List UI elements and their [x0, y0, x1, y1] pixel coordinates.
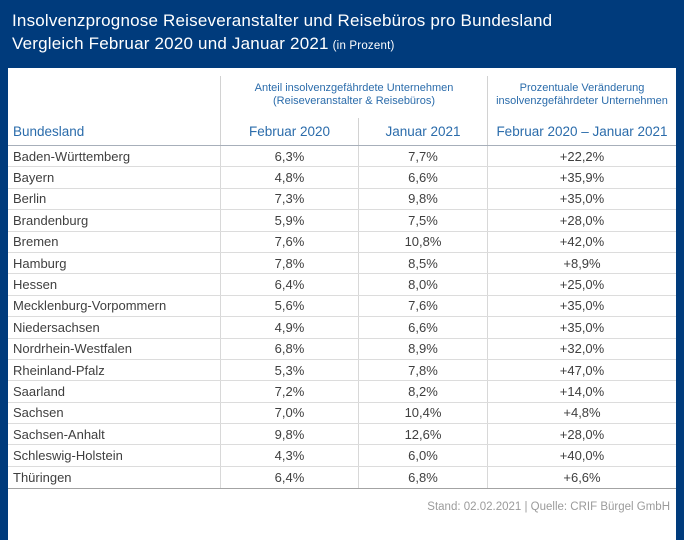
value-feb-2020: 5,6%	[220, 296, 358, 316]
value-jan-2021: 8,5%	[358, 253, 487, 273]
column-header-change: Februar 2020 – Januar 2021	[487, 118, 676, 145]
title-banner	[0, 0, 684, 68]
value-change: +42,0%	[487, 232, 676, 252]
value-feb-2020: 5,3%	[220, 360, 358, 380]
table-row	[8, 467, 676, 488]
value-change: +8,9%	[487, 253, 676, 273]
value-change: +28,0%	[487, 424, 676, 444]
bundesland-name: Saarland	[13, 383, 66, 399]
value-feb-2020: 7,0%	[220, 403, 358, 423]
value-feb-2020: 7,3%	[220, 189, 358, 209]
value-jan-2021: 7,7%	[358, 146, 487, 166]
value-feb-2020: 4,9%	[220, 317, 358, 337]
value-jan-2021: 6,8%	[358, 467, 487, 488]
value-feb-2020: 4,8%	[220, 167, 358, 187]
bundesland-name: Brandenburg	[13, 212, 89, 228]
value-change: +35,0%	[487, 189, 676, 209]
column-header-februar-2020: Februar 2020	[220, 118, 358, 145]
value-feb-2020: 7,8%	[220, 253, 358, 273]
group-change-line2: insolvenzgefährdeter Unternehmen	[496, 95, 668, 107]
table-row	[8, 232, 676, 253]
group-change-line1: Prozentuale Veränderung	[519, 81, 645, 94]
table-row	[8, 296, 676, 317]
column-header-januar-2021: Januar 2021	[358, 118, 487, 145]
column-header-bundesland: Bundesland	[13, 124, 85, 139]
value-jan-2021: 8,0%	[358, 274, 487, 294]
table-row	[8, 381, 676, 402]
title-line-2	[12, 32, 670, 58]
value-change: +35,0%	[487, 296, 676, 316]
table-row	[8, 360, 676, 381]
bundesland-name: Rheinland-Pfalz	[13, 362, 105, 378]
table-row	[8, 210, 676, 231]
value-feb-2020: 6,4%	[220, 467, 358, 488]
value-jan-2021: 12,6%	[358, 424, 487, 444]
value-jan-2021: 8,9%	[358, 339, 487, 359]
value-change: +6,6%	[487, 467, 676, 488]
bundesland-name: Sachsen-Anhalt	[13, 426, 105, 442]
title-line-1: Insolvenzprognose Reiseveranstalter und Reisebüros pro Bundesland	[12, 11, 553, 30]
value-feb-2020: 4,3%	[220, 445, 358, 465]
value-jan-2021: 7,5%	[358, 210, 487, 230]
value-change: +28,0%	[487, 210, 676, 230]
value-change: +35,9%	[487, 167, 676, 187]
table-row	[8, 274, 676, 295]
value-jan-2021: 8,2%	[358, 381, 487, 401]
bundesland-name: Hamburg	[13, 255, 67, 271]
bundesland-name: Baden-Württemberg	[13, 148, 131, 164]
value-change: +40,0%	[487, 445, 676, 465]
value-jan-2021: 7,6%	[358, 296, 487, 316]
value-change: +14,0%	[487, 381, 676, 401]
value-change: +25,0%	[487, 274, 676, 294]
value-jan-2021: 6,6%	[358, 317, 487, 337]
value-jan-2021: 10,4%	[358, 403, 487, 423]
bundesland-name: Berlin	[13, 191, 47, 207]
table-row	[8, 424, 676, 445]
value-change: +47,0%	[487, 360, 676, 380]
bundesland-name: Nordrhein-Westfalen	[13, 341, 132, 357]
table-row	[8, 317, 676, 338]
title-line-2-text: Vergleich Februar 2020 und Januar 2021	[12, 34, 329, 53]
value-feb-2020: 6,4%	[220, 274, 358, 294]
value-feb-2020: 6,3%	[220, 146, 358, 166]
table-row	[8, 189, 676, 210]
table-row	[8, 253, 676, 274]
bundesland-name: Bremen	[13, 234, 59, 250]
source-note: Stand: 02.02.2021 | Quelle: CRIF Bürgel GmbH	[427, 501, 670, 514]
table-row	[8, 445, 676, 466]
unit-note: (in Prozent)	[332, 40, 395, 52]
table-body	[8, 146, 676, 489]
value-change: +32,0%	[487, 339, 676, 359]
table-row	[8, 146, 676, 167]
bundesland-name: Mecklenburg-Vorpommern	[13, 298, 167, 314]
value-feb-2020: 7,6%	[220, 232, 358, 252]
value-feb-2020: 7,2%	[220, 381, 358, 401]
value-jan-2021: 9,8%	[358, 189, 487, 209]
table-header	[8, 68, 676, 146]
value-change: +4,8%	[487, 403, 676, 423]
value-feb-2020: 9,8%	[220, 424, 358, 444]
value-jan-2021: 6,6%	[358, 167, 487, 187]
bundesland-name: Hessen	[13, 277, 58, 293]
value-change: +22,2%	[487, 146, 676, 166]
column-group-change	[487, 76, 676, 118]
group-share-line1: Anteil insolvenzgefährdete Unternehmen	[254, 81, 454, 94]
value-jan-2021: 6,0%	[358, 445, 487, 465]
table-card	[8, 68, 676, 540]
bundesland-name: Thüringen	[13, 470, 72, 486]
group-share-line2: (Reiseveranstalter & Reisebüros)	[272, 95, 435, 107]
value-feb-2020: 5,9%	[220, 210, 358, 230]
column-group-share	[220, 76, 487, 118]
bundesland-name: Bayern	[13, 170, 55, 186]
bundesland-name: Niedersachsen	[13, 319, 100, 335]
value-change: +35,0%	[487, 317, 676, 337]
table-row	[8, 403, 676, 424]
bundesland-name: Sachsen	[13, 405, 64, 421]
value-jan-2021: 7,8%	[358, 360, 487, 380]
table-row	[8, 167, 676, 188]
value-feb-2020: 6,8%	[220, 339, 358, 359]
bundesland-name: Schleswig-Holstein	[13, 448, 123, 464]
table-row	[8, 339, 676, 360]
value-jan-2021: 10,8%	[358, 232, 487, 252]
